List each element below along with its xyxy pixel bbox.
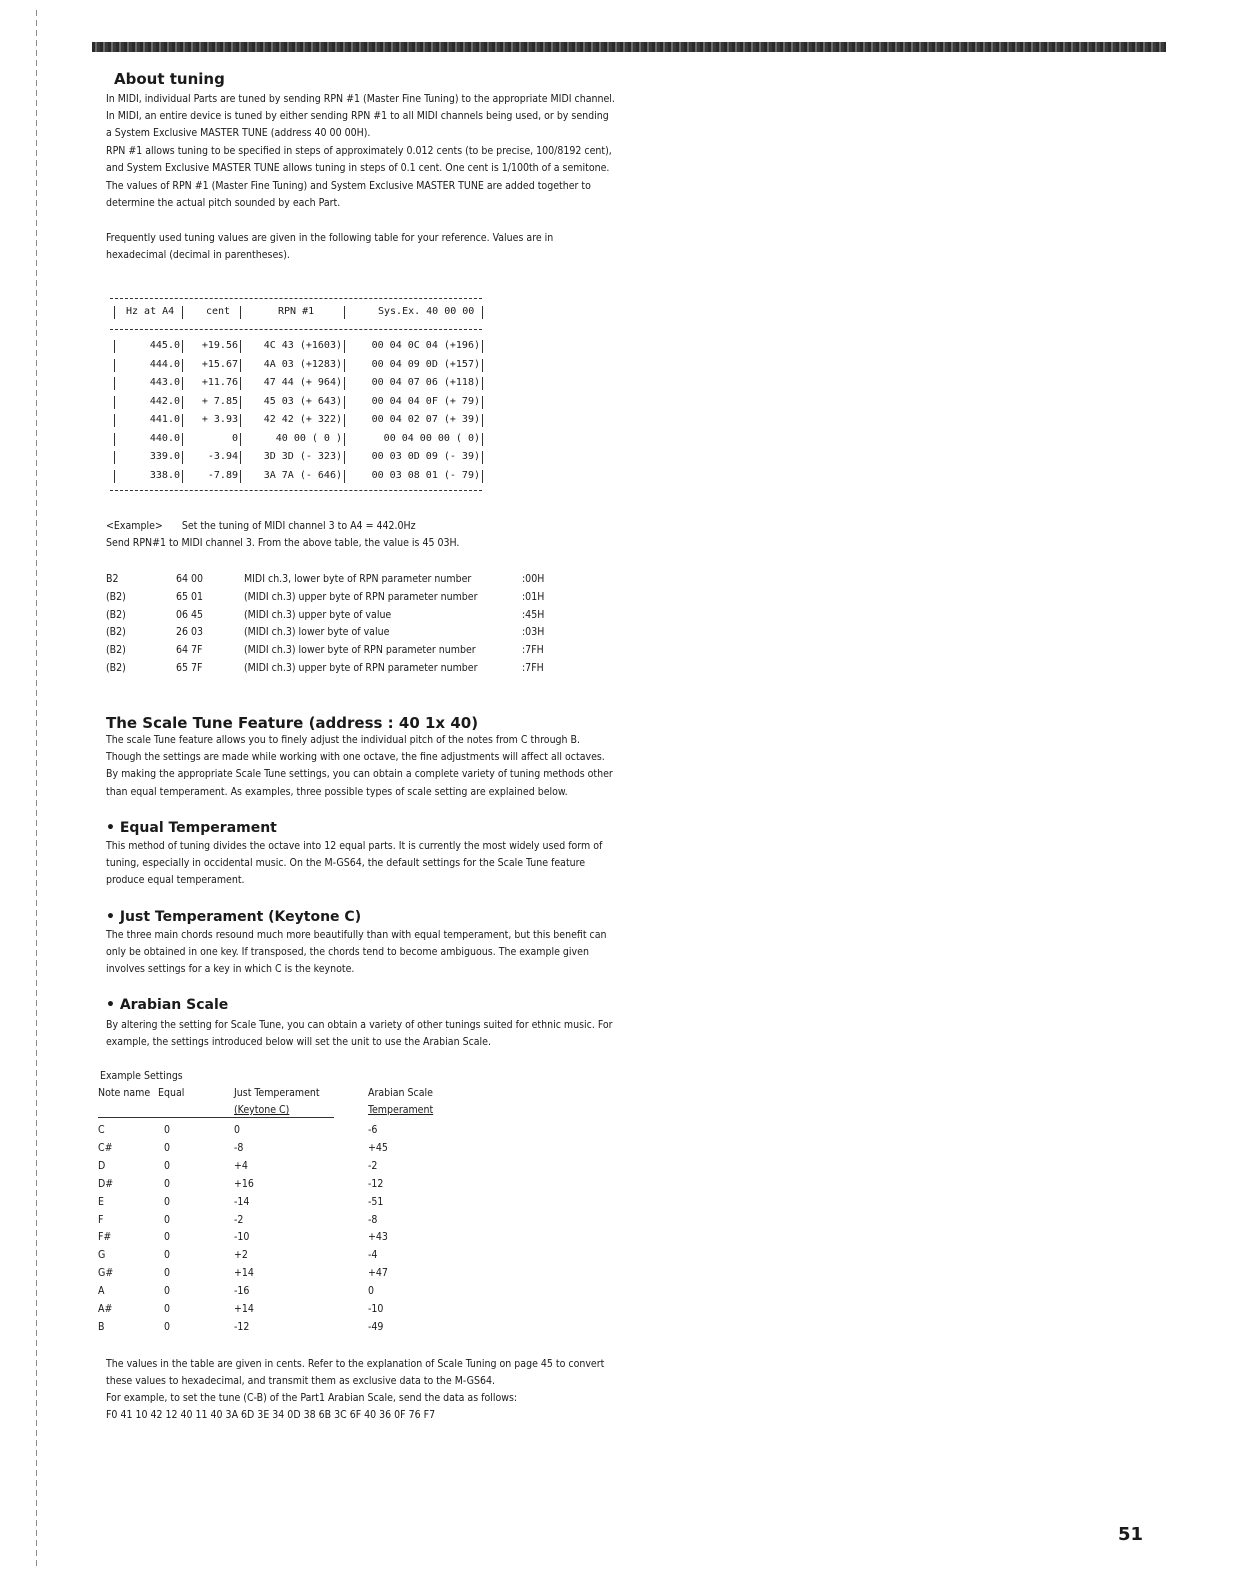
- settings-note-cell: C#: [98, 1141, 113, 1154]
- scale-tune-heading: The Scale Tune Feature (address : 40 1x 40): [106, 714, 479, 732]
- midi-data: 64 7F: [176, 644, 203, 657]
- header-arabian-2: Temperament: [368, 1104, 434, 1116]
- example-label: <Example>: [106, 520, 163, 532]
- settings-row: [98, 1142, 458, 1160]
- settings-note-cell: A: [98, 1285, 105, 1298]
- cent-cell: 0: [231, 432, 238, 444]
- midi-value: :03H: [522, 626, 545, 639]
- settings-arabian-cell: 0: [368, 1285, 375, 1298]
- footer-data: F0 41 10 42 12 40 11 40 3A 6D 3E 34 0D 38 6B 3C 6F 40 36 0F 76 F7: [106, 1409, 436, 1421]
- midi-message-row: [106, 662, 576, 679]
- about-paragraph-4: The values of RPN #1 (Master Fine Tuning) and System Exclusive MASTER TUNE are added together to determine the actual pitch sounded by each Part.: [106, 180, 591, 210]
- just-text: The three main chords resound much more beautifully than with equal temperament, but this benefit can only be obtained in one key. If transposed, the chords tend to become ambiguous. The example given involves settings for a key in which C is the keynote.: [106, 929, 607, 976]
- midi-data: 65 01: [176, 590, 204, 603]
- header-equal: Equal: [158, 1087, 185, 1099]
- tuning-table-row: [110, 470, 484, 485]
- table-rule: [110, 490, 482, 491]
- binding-edge: [36, 10, 37, 1570]
- about-paragraph-2: In MIDI, an entire device is tuned by either sending RPN #1 to all MIDI channels being used, or by sending a System Exclusive MASTER TUNE (address 40 00 00H).: [106, 110, 609, 140]
- settings-note-cell: E: [98, 1195, 104, 1208]
- tuning-table-row: [110, 396, 484, 411]
- midi-status: (B2): [106, 662, 126, 674]
- just-heading: • Just Temperament (Keytone C): [106, 909, 362, 925]
- settings-row: [98, 1124, 458, 1142]
- settings-row: [98, 1214, 458, 1232]
- midi-desc: (MIDI ch.3) upper byte of value: [244, 608, 392, 621]
- midi-status: (B2): [106, 590, 126, 603]
- settings-note-cell: C: [98, 1124, 105, 1136]
- hz-cell: 440.0: [149, 432, 180, 444]
- header-note: Note name: [98, 1087, 151, 1099]
- header-arabian-1: Arabian Scale: [368, 1087, 433, 1099]
- rpn-cell: 4C 43 (+1603): [263, 340, 342, 351]
- col-header-rpn: RPN #1: [278, 306, 315, 317]
- settings-equal-cell: 0: [164, 1285, 171, 1298]
- midi-message-row: [106, 591, 576, 608]
- settings-just-cell: 0: [234, 1124, 241, 1136]
- settings-equal-cell: 0: [164, 1141, 171, 1154]
- arabian-heading: • Arabian Scale: [106, 997, 229, 1013]
- hz-cell: 441.0: [149, 414, 180, 425]
- settings-note-cell: B: [98, 1320, 105, 1333]
- settings-just-cell: -8: [234, 1141, 244, 1154]
- settings-just-cell: -14: [234, 1195, 250, 1208]
- settings-equal-cell: 0: [164, 1213, 171, 1226]
- tuning-table-row: [110, 359, 484, 374]
- midi-data: 06 45: [176, 608, 204, 621]
- settings-row: [98, 1267, 458, 1285]
- settings-row: [98, 1231, 458, 1249]
- scale-tune-text: The scale Tune feature allows you to finely adjust the individual pitch of the notes from C through B. Though the settings are made while working with one octave, the fine adjustments will affect all octaves. By making the appropriate Scale Tune settings, you can obtain a complete variety of tuning methods other than equal temperament. As examples, three possible types of scale setting are explained below.: [106, 734, 613, 798]
- settings-note-cell: F: [98, 1213, 104, 1226]
- settings-row: [98, 1160, 458, 1178]
- sysex-cell: 00 03 0D 09 (- 39): [371, 451, 480, 462]
- settings-equal-cell: 0: [164, 1320, 171, 1333]
- settings-note-cell: D: [98, 1159, 106, 1172]
- midi-data: 64 00: [176, 573, 204, 585]
- tuning-table-row: [110, 377, 484, 392]
- col-header-cent: cent: [206, 306, 231, 317]
- header-rule: [92, 42, 1166, 52]
- midi-data: 26 03: [176, 626, 204, 639]
- hz-cell: 443.0: [149, 377, 180, 388]
- sysex-cell: 00 04 02 07 (+ 39): [371, 414, 480, 425]
- settings-equal-cell: 0: [164, 1231, 171, 1244]
- settings-header-row-2: [98, 1104, 458, 1122]
- settings-row: [98, 1321, 458, 1339]
- settings-just-cell: -12: [234, 1320, 250, 1333]
- arabian-text: By altering the setting for Scale Tune, you can obtain a variety of other tunings suited for ethnic music. For example, the settings introduced below will set the unit to use the Arabian Scale.: [106, 1019, 613, 1049]
- tuning-table-row: [110, 433, 484, 448]
- footer-example: For example, to set the tune (C-B) of the Part1 Arabian Scale, send the data as follows:: [106, 1392, 518, 1404]
- table-rule: [110, 329, 482, 330]
- sysex-cell: 00 03 08 01 (- 79): [371, 469, 480, 481]
- settings-row: [98, 1303, 458, 1321]
- settings-note-cell: F#: [98, 1231, 112, 1244]
- cent-cell: +15.67: [201, 358, 238, 370]
- midi-status: (B2): [106, 626, 126, 639]
- midi-value: :7FH: [522, 662, 544, 674]
- tuning-table-row: [110, 340, 484, 355]
- rpn-cell: 42 42 (+ 322): [263, 414, 342, 425]
- settings-caption: Example Settings: [100, 1070, 183, 1082]
- settings-equal-cell: 0: [164, 1195, 171, 1208]
- settings-row: [98, 1178, 458, 1196]
- equal-text: This method of tuning divides the octave into 12 equal parts. It is currently the most widely used form of tuning, especially in occidental music. On the M-GS64, the default settings for the Scale Tune feature produce equal temperament.: [106, 840, 603, 887]
- midi-value: :45H: [522, 608, 545, 621]
- midi-message-row: [106, 609, 576, 626]
- table-rule: [110, 298, 482, 299]
- rpn-cell: 45 03 (+ 643): [263, 395, 342, 407]
- cent-cell: +19.56: [201, 340, 238, 351]
- rpn-cell: 40 00 ( 0 ): [275, 432, 342, 444]
- header-rule: [98, 1104, 334, 1118]
- settings-header-row: [98, 1087, 458, 1105]
- cent-cell: -7.89: [207, 469, 238, 481]
- settings-equal-cell: 0: [164, 1249, 171, 1262]
- midi-value: :01H: [522, 590, 545, 603]
- tuning-table-row: [110, 451, 484, 466]
- hz-cell: 339.0: [149, 451, 180, 462]
- sysex-cell: 00 04 0C 04 (+196): [371, 340, 480, 351]
- midi-status: B2: [106, 573, 119, 585]
- cent-cell: + 7.85: [201, 395, 238, 407]
- tuning-table-row: [110, 414, 484, 429]
- midi-message-row: [106, 573, 576, 590]
- settings-arabian-cell: +43: [368, 1231, 388, 1244]
- midi-desc: (MIDI ch.3) upper byte of RPN parameter number: [244, 662, 478, 674]
- settings-equal-cell: 0: [164, 1303, 171, 1315]
- about-paragraph-3: RPN #1 allows tuning to be specified in steps of approximately 0.012 cents (to be precise, 100/8192 cent), and System Exclusive MASTER TUNE allows tuning in steps of 0.1 cent. One cent is 1/100th of a semitone.: [106, 145, 612, 175]
- cent-cell: + 3.93: [201, 414, 238, 425]
- midi-desc: MIDI ch.3, lower byte of RPN parameter number: [244, 573, 472, 585]
- footer-text: The values in the table are given in cents. Refer to the explanation of Scale Tuning on page 45 to convert these values to hexadecimal, and transmit them as exclusive data to the M-GS64.: [106, 1358, 605, 1388]
- settings-arabian-cell: -6: [368, 1124, 378, 1136]
- settings-just-cell: +16: [234, 1177, 254, 1190]
- settings-equal-cell: 0: [164, 1159, 171, 1172]
- example-text: Set the tuning of MIDI channel 3 to A4 = 442.0Hz: [181, 520, 416, 532]
- example-send: Send RPN#1 to MIDI channel 3. From the above table, the value is 45 03H.: [106, 537, 460, 549]
- rpn-cell: 3D 3D (- 323): [263, 451, 342, 462]
- settings-just-cell: -2: [234, 1213, 244, 1226]
- settings-note-cell: A#: [98, 1303, 113, 1315]
- table-intro: Frequently used tuning values are given in the following table for your reference. Values are in hexadecimal (decimal in parentheses).: [106, 232, 554, 262]
- settings-arabian-cell: -51: [368, 1195, 384, 1208]
- hz-cell: 444.0: [149, 358, 180, 370]
- settings-row: [98, 1285, 458, 1303]
- sysex-cell: 00 04 07 06 (+118): [371, 377, 480, 388]
- sysex-cell: 00 04 09 0D (+157): [371, 358, 480, 370]
- about-paragraph-1: In MIDI, individual Parts are tuned by sending RPN #1 (Master Fine Tuning) to the appropriate MIDI channel.: [106, 93, 615, 105]
- settings-equal-cell: 0: [164, 1267, 171, 1280]
- midi-status: (B2): [106, 608, 126, 621]
- settings-note-cell: D#: [98, 1177, 114, 1190]
- about-tuning-heading: About tuning: [114, 70, 225, 88]
- settings-arabian-cell: -49: [368, 1320, 384, 1333]
- midi-message-row: [106, 644, 576, 661]
- midi-desc: (MIDI ch.3) lower byte of value: [244, 626, 390, 639]
- col-header-hz: Hz at A4: [126, 306, 175, 317]
- sysex-cell: 00 04 00 00 ( 0): [383, 432, 480, 444]
- header-just-2: (Keytone C): [234, 1104, 290, 1116]
- rpn-cell: 47 44 (+ 964): [263, 377, 342, 388]
- settings-arabian-cell: +47: [368, 1267, 388, 1280]
- table-header-row: [110, 306, 484, 321]
- page-number: 51: [1118, 1524, 1144, 1545]
- rpn-cell: 3A 7A (- 646): [263, 469, 342, 481]
- settings-arabian-cell: -12: [368, 1177, 384, 1190]
- settings-just-cell: -10: [234, 1231, 250, 1244]
- settings-note-cell: G: [98, 1249, 106, 1262]
- hz-cell: 338.0: [149, 469, 180, 481]
- settings-row: [98, 1196, 458, 1214]
- settings-arabian-cell: +45: [368, 1141, 388, 1154]
- settings-arabian-cell: -10: [368, 1303, 384, 1315]
- hz-cell: 445.0: [149, 340, 180, 351]
- settings-just-cell: +14: [234, 1303, 254, 1315]
- settings-just-cell: +14: [234, 1267, 254, 1280]
- rpn-cell: 4A 03 (+1283): [263, 358, 342, 370]
- settings-row: [98, 1249, 458, 1267]
- sysex-cell: 00 04 04 0F (+ 79): [371, 395, 480, 407]
- settings-just-cell: +4: [234, 1159, 248, 1172]
- cent-cell: +11.76: [201, 377, 238, 388]
- col-header-sysex: Sys.Ex. 40 00 00: [378, 306, 475, 317]
- settings-arabian-cell: -8: [368, 1213, 378, 1226]
- example-line: [106, 520, 416, 532]
- cent-cell: -3.94: [207, 451, 238, 462]
- settings-arabian-cell: -2: [368, 1159, 378, 1172]
- settings-just-cell: +2: [234, 1249, 248, 1262]
- settings-equal-cell: 0: [164, 1177, 171, 1190]
- midi-value: :00H: [522, 573, 545, 585]
- settings-just-cell: -16: [234, 1285, 250, 1298]
- midi-desc: (MIDI ch.3) lower byte of RPN parameter number: [244, 644, 476, 657]
- midi-message-row: [106, 626, 576, 643]
- settings-note-cell: G#: [98, 1267, 114, 1280]
- equal-heading: • Equal Temperament: [106, 820, 277, 836]
- settings-arabian-cell: -4: [368, 1249, 378, 1262]
- midi-value: :7FH: [522, 644, 544, 657]
- midi-data: 65 7F: [176, 662, 203, 674]
- settings-equal-cell: 0: [164, 1124, 171, 1136]
- midi-status: (B2): [106, 644, 126, 657]
- hz-cell: 442.0: [149, 395, 180, 407]
- midi-desc: (MIDI ch.3) upper byte of RPN parameter number: [244, 590, 478, 603]
- header-just-1: Just Temperament: [234, 1087, 320, 1099]
